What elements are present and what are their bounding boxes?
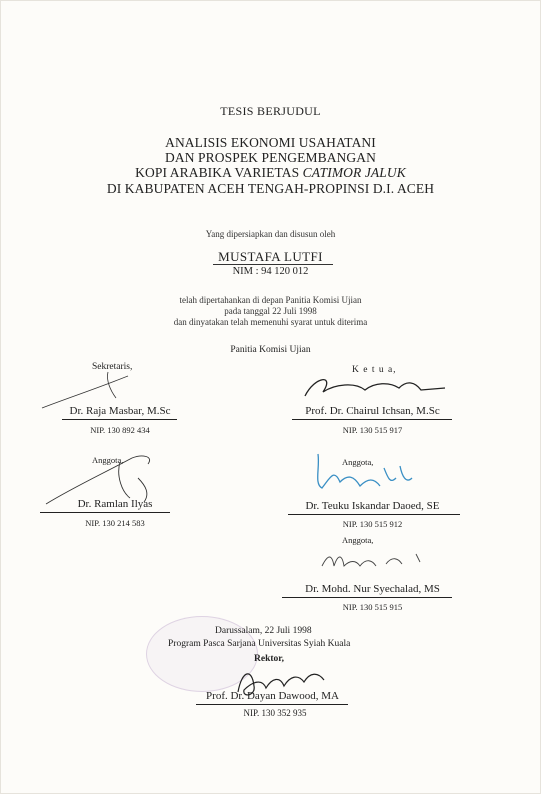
thesis-heading: TESIS BERJUDUL bbox=[220, 104, 321, 118]
defense-line-1: telah dipertahankan di depan Panitia Komisi Ujian bbox=[179, 295, 362, 305]
chair-role: K e t u a, bbox=[352, 365, 397, 375]
closing-place-date: Darussalam, 22 Juli 1998 bbox=[215, 626, 312, 636]
member2-signature bbox=[310, 448, 420, 498]
chair-signature bbox=[295, 370, 455, 404]
member1-underline bbox=[40, 512, 170, 513]
member2-role: Anggota, bbox=[342, 457, 374, 467]
member3-nip: NIP. 130 515 915 bbox=[342, 602, 403, 612]
closing-program: Program Pasca Sarjana Universitas Syiah Kuala bbox=[168, 639, 351, 649]
author-name: MUSTAFA LUTFI bbox=[218, 249, 323, 264]
member2-underline bbox=[288, 514, 460, 515]
panel-title: Panitia Komisi Ujian bbox=[230, 345, 311, 355]
member1-nip: NIP. 130 214 583 bbox=[85, 518, 145, 528]
author-underline bbox=[213, 264, 333, 265]
title-line-1: ANALISIS EKONOMI USAHATANI bbox=[165, 135, 376, 150]
chair-name: Prof. Dr. Chairul Ichsan, M.Sc bbox=[305, 405, 440, 417]
title-line-4: DI KABUPATEN ACEH TENGAH-PROPINSI D.I. ACEH bbox=[106, 181, 435, 196]
defense-line-3: dan dinyatakan telah memenuhi syarat untuk diterima bbox=[173, 317, 368, 327]
title-italic-variety: CATIMOR JALUK bbox=[302, 165, 406, 180]
rektor-underline bbox=[196, 704, 348, 705]
secretary-role: Sekretaris, bbox=[92, 362, 133, 372]
title-line-3 bbox=[0, 165, 541, 180]
member1-role: Anggota, bbox=[92, 455, 124, 465]
member2-name: Dr. Teuku Iskandar Daoed, SE bbox=[305, 500, 440, 512]
secretary-underline bbox=[62, 419, 177, 420]
prepared-by-text: Yang dipersiapkan dan disusun oleh bbox=[205, 229, 336, 239]
rektor-nip: NIP. 130 352 935 bbox=[243, 708, 307, 718]
chair-underline bbox=[292, 419, 452, 420]
secretary-nip: NIP. 130 892 434 bbox=[90, 425, 150, 435]
closing-role: Rektor, bbox=[254, 654, 284, 664]
member3-underline bbox=[282, 597, 452, 598]
secretary-name: Dr. Raja Masbar, M.Sc bbox=[69, 405, 171, 417]
rektor-name: Prof. Dr. Dayan Dawood, MA bbox=[206, 690, 339, 702]
title-line-2: DAN PROSPEK PENGEMBANGAN bbox=[165, 150, 376, 165]
author-nim: NIM : 94 120 012 bbox=[232, 266, 309, 277]
chair-nip: NIP. 130 515 917 bbox=[342, 425, 403, 435]
title-line-3-text: KOPI ARABIKA VARIETAS bbox=[135, 165, 303, 180]
member1-name: Dr. Ramlan Ilyas bbox=[77, 498, 153, 510]
member3-role: Anggota, bbox=[342, 535, 374, 545]
defense-line-2: pada tanggal 22 Juli 1998 bbox=[224, 306, 317, 316]
member3-signature bbox=[316, 546, 446, 576]
member2-nip: NIP. 130 515 912 bbox=[342, 519, 403, 529]
member3-name: Dr. Mohd. Nur Syechalad, MS bbox=[305, 583, 440, 595]
